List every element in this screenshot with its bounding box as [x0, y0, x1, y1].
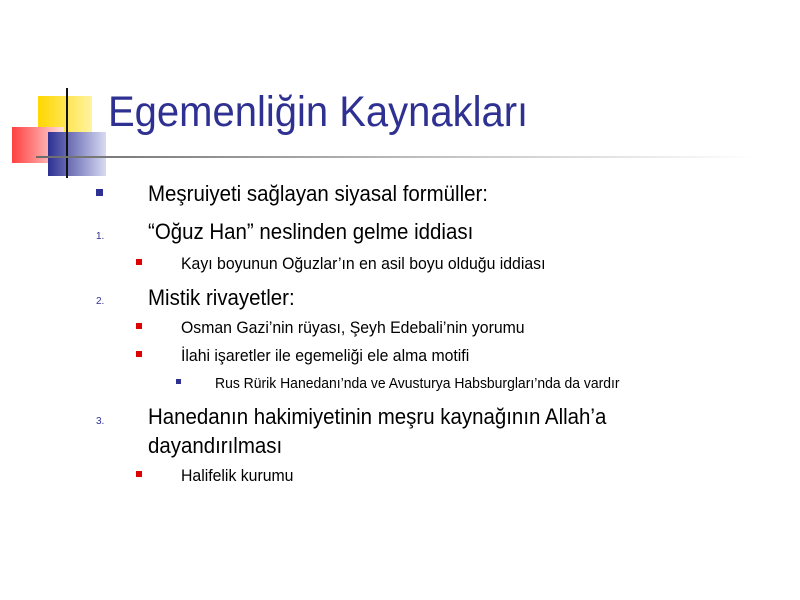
- list-item: Mistik rivayetler:: [148, 285, 295, 310]
- list-number: 2.: [96, 296, 105, 307]
- list-item: Hanedanın hakimiyetinin meşru kaynağının Allah’a: [148, 404, 607, 429]
- bullet-red-icon: [136, 323, 142, 329]
- bullet-square-icon: [176, 379, 181, 384]
- list-item: Kayı boyunun Oğuzlar’ın en asil boyu olduğu iddiası: [181, 254, 546, 273]
- bullet-square-icon: [96, 189, 103, 196]
- bullet-red-icon: [136, 471, 142, 477]
- list-item-continuation: dayandırılması: [148, 433, 283, 458]
- list-item: Halifelik kurumu: [181, 466, 294, 485]
- bullet-red-icon: [136, 351, 142, 357]
- list-number: 3.: [96, 416, 105, 427]
- list-item: “Oğuz Han” neslinden gelme iddiası: [148, 219, 474, 244]
- bullet-red-icon: [136, 259, 142, 265]
- list-item: Osman Gazi’nin rüyası, Şeyh Edebali’nin yorumu: [181, 318, 525, 337]
- slide-title: Egemenliğin Kaynakları: [108, 88, 529, 136]
- list-number: 1.: [96, 231, 105, 242]
- list-item: Rus Rürik Hanedanı’nda ve Avusturya Habsburgları’nda da vardır: [215, 375, 620, 392]
- list-item: İlahi işaretler ile egemeliği ele alma motifi: [181, 346, 470, 365]
- list-item: Meşruiyeti sağlayan siyasal formüller:: [148, 181, 488, 206]
